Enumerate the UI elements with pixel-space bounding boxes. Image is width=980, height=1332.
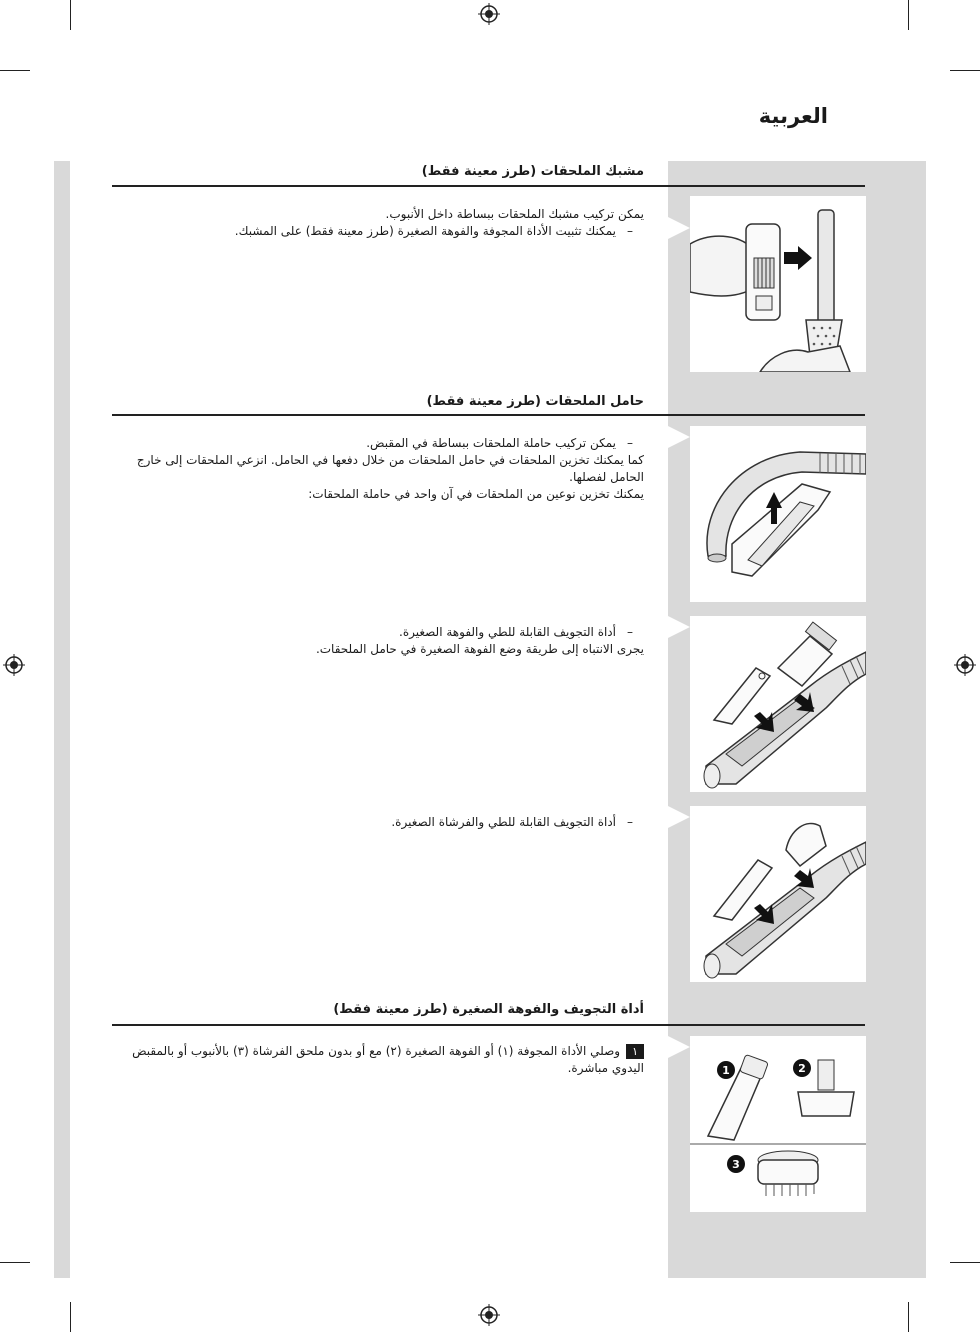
- section-title: حامل الملحقات (طرز معينة فقط): [426, 394, 644, 409]
- step-line: [124, 1043, 644, 1077]
- figure-crevice-small-nozzle: [690, 616, 866, 792]
- section-divider: [112, 185, 865, 187]
- step-text: وصلي الأداة المجوفة (١) أو الفوهة الصغيرة (٢) مع أو بدون ملحق الفرشاة (٣) بالأنبوب أو بالمقبض اليدوي مباشرة.: [132, 1044, 644, 1075]
- callout-number: 1: [722, 1064, 730, 1077]
- crop-mark: [950, 1262, 980, 1263]
- crop-mark: [908, 1302, 909, 1332]
- figure-crevice-small-brush: [690, 806, 866, 982]
- section-divider: [112, 414, 865, 416]
- figure-accessory-holder: [690, 426, 866, 602]
- registration-mark-icon: [478, 1304, 500, 1326]
- crop-mark: [0, 1262, 30, 1263]
- body-line: يجرى الانتباه إلى طريقة وضع الفوهة الصغيرة في حامل الملحقات.: [315, 642, 644, 656]
- body-line: كما يمكنك تخزين الملحقات في حامل الملحقات من خلال دفعها في الحامل. انزعي الملحقات إلى خارج الحامل لفصلها.: [136, 453, 644, 484]
- crop-mark: [0, 70, 30, 71]
- crop-mark: [70, 0, 71, 30]
- callout-number: 3: [732, 1158, 740, 1171]
- registration-mark-icon: [478, 3, 500, 25]
- figure-pointer: [668, 426, 690, 448]
- step-number: ١: [626, 1044, 644, 1059]
- figure-pointer: [668, 217, 690, 239]
- registration-mark-icon: [954, 654, 976, 676]
- crop-mark: [908, 0, 909, 30]
- section-body: [124, 206, 644, 240]
- crop-mark: [950, 70, 980, 71]
- figure-accessories-overview: [690, 1036, 866, 1212]
- left-margin-bar: [54, 161, 70, 1278]
- section-body: [124, 435, 644, 503]
- bullet-line: – يمكن تركيب حاملة الملحقات ببساطة في المقبض.: [124, 435, 644, 452]
- figure-pointer: [668, 806, 690, 828]
- body-line: يمكن تركيب مشبك الملحقات ببساطة داخل الأنبوب.: [385, 207, 644, 221]
- section-title: مشبك الملحقات (طرز معينة فقط): [421, 164, 644, 179]
- body-line: يمكنك تخزين نوعين من الملحقات في آن واحد في حاملة الملحقات:: [308, 487, 644, 501]
- section-body: [124, 624, 644, 658]
- figure-pointer: [668, 1036, 690, 1058]
- registration-mark-icon: [3, 654, 25, 676]
- figure-pointer: [668, 616, 690, 638]
- section-title: أداة التجويف والفوهة الصغيرة (طرز معينة فقط): [333, 1002, 644, 1017]
- bullet-line: – أداة التجويف القابلة للطي والفرشاة الصغيرة.: [124, 814, 644, 831]
- section-divider: [112, 1024, 865, 1026]
- section-body: [124, 814, 644, 831]
- bullet-line: – أداة التجويف القابلة للطي والفوهة الصغيرة.: [124, 624, 644, 641]
- language-heading: العربية: [758, 104, 828, 128]
- crop-mark: [70, 1302, 71, 1332]
- section-body: [124, 1043, 644, 1077]
- bullet-line: – يمكنك تثبيت الأداة المجوفة والفوهة الصغيرة (طرز معينة فقط) على المشبك.: [124, 223, 644, 240]
- callout-number: 2: [798, 1062, 806, 1075]
- figure-accessory-clip: [690, 196, 866, 372]
